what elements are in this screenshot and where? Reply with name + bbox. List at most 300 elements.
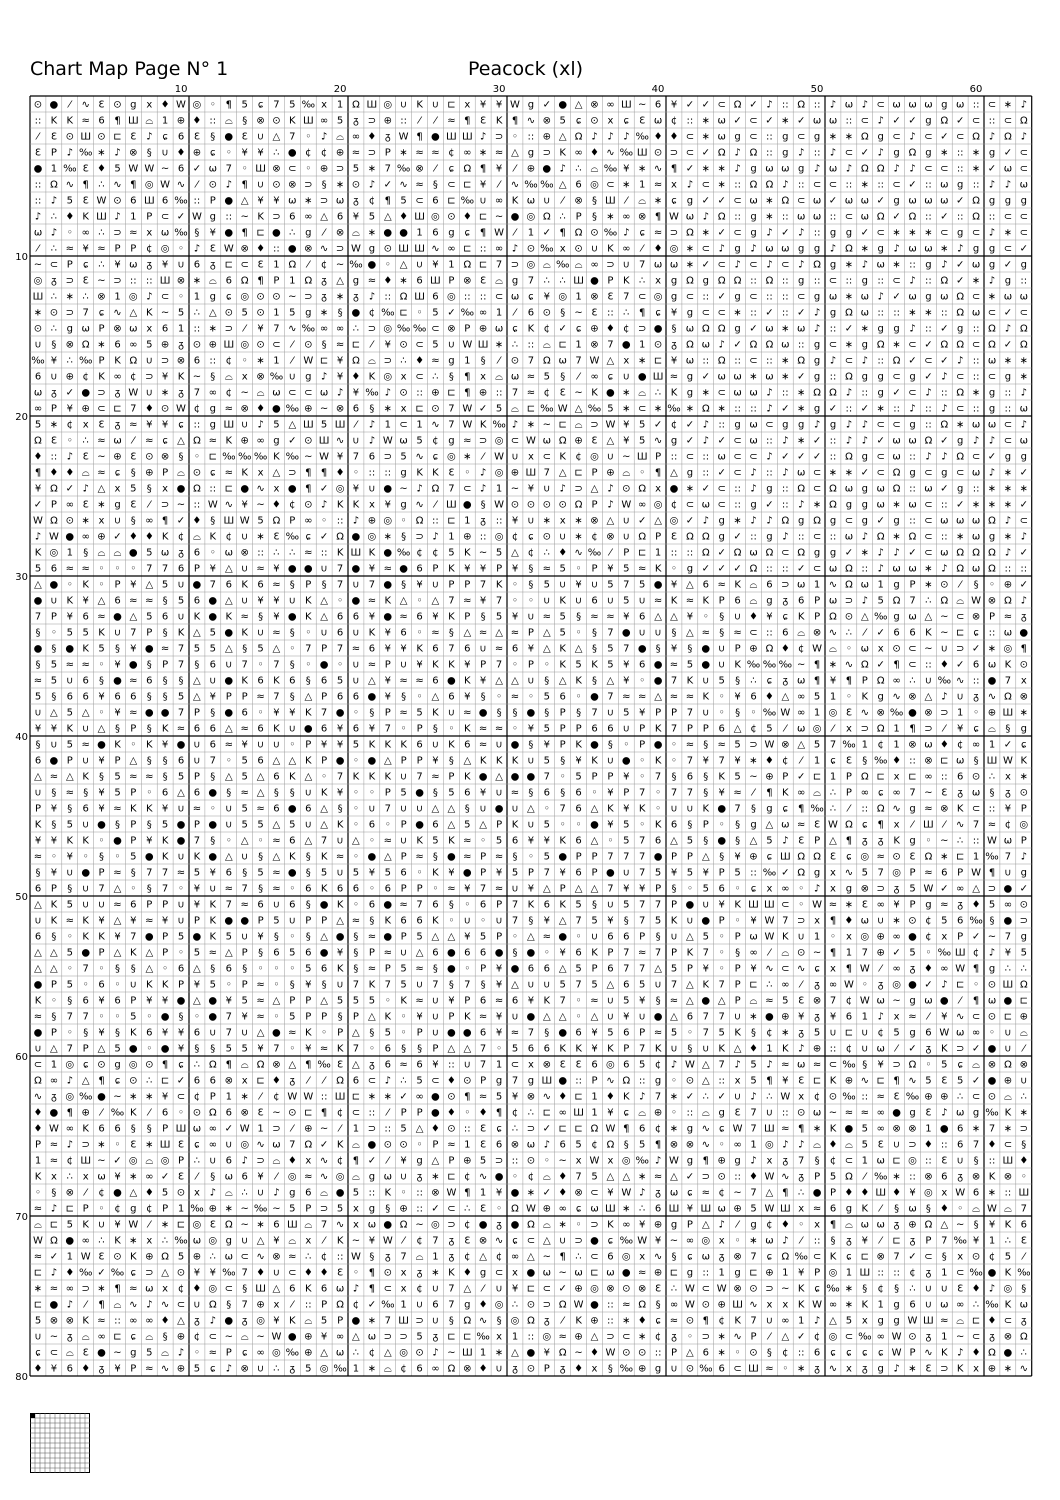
chart-cell: ✓ — [113, 1155, 122, 1167]
chart-cell: ⊗ — [924, 1171, 933, 1183]
chart-cell: ◦ — [575, 995, 582, 1007]
chart-cell: ♦ — [780, 643, 790, 655]
chart-cell: 6 — [909, 627, 916, 639]
chart-cell: ✓ — [1003, 259, 1013, 271]
chart-cell: ∞ — [208, 1139, 217, 1151]
chart-cell: 6 — [670, 819, 678, 831]
chart-cell: K — [336, 1235, 344, 1247]
chart-cell: ¥ — [416, 1011, 423, 1023]
chart-cell: 5 — [416, 931, 423, 943]
chart-cell: § — [321, 339, 327, 351]
chart-cell: § — [226, 1299, 232, 1311]
chart-cell: ɕ — [718, 1123, 725, 1135]
chart-cell: ♦ — [478, 1299, 488, 1311]
chart-cell: ᵹ — [178, 547, 184, 559]
chart-cell: ◦ — [193, 451, 200, 463]
chart-cell: 6 — [368, 819, 376, 831]
chart-cell: ɕ — [766, 851, 773, 863]
chart-cell: ⊂ — [987, 307, 997, 319]
chart-cell: ⊗ — [971, 611, 981, 623]
chart-cell: ∴ — [146, 1075, 153, 1087]
chart-cell: 6 — [177, 963, 185, 975]
chart-cell: ~ — [335, 259, 345, 271]
chart-cell: ⊏ — [749, 979, 758, 991]
chart-cell: 6 — [829, 1203, 837, 1215]
chart-cell: ɕ — [957, 1059, 963, 1071]
chart-cell: 6 — [352, 691, 360, 703]
chart-cell: ¢ — [670, 499, 678, 511]
chart-cell: ♪ — [988, 131, 996, 143]
chart-cell: ✓ — [892, 387, 901, 399]
chart-cell: ♪ — [845, 163, 853, 175]
chart-cell: g — [352, 275, 360, 287]
chart-cell: ∿ — [256, 1139, 265, 1151]
chart-cell: ✓ — [892, 947, 901, 959]
chart-cell: § — [162, 595, 168, 607]
chart-cell: ‰ — [110, 1267, 125, 1279]
chart-cell: ● — [558, 1027, 568, 1039]
chart-cell: ✓ — [876, 659, 885, 671]
chart-cell: ⊏ — [892, 1155, 901, 1167]
chart-cell: W — [33, 515, 43, 527]
chart-cell: ¢ — [1004, 819, 1012, 831]
chart-cell: ᵹ — [178, 387, 184, 399]
chart-cell: 5 — [575, 659, 582, 671]
chart-cell: ≈ — [940, 899, 949, 911]
chart-cell: ◦ — [543, 803, 550, 815]
chart-cell: 5 — [320, 419, 328, 431]
chart-cell: ¥ — [607, 1107, 614, 1119]
chart-cell: :: — [829, 211, 837, 223]
chart-cell: ⊙ — [1019, 899, 1028, 911]
chart-cell: ⊗ — [335, 227, 345, 239]
chart-cell: ¢ — [464, 1219, 471, 1231]
chart-cell: K — [511, 195, 519, 207]
chart-cell: ∗ — [781, 1027, 790, 1039]
chart-cell: P — [591, 771, 598, 783]
chart-cell: ⊗ — [971, 1171, 981, 1183]
chart-cell: △ — [654, 691, 662, 703]
chart-cell: ◦ — [305, 163, 312, 175]
chart-cell: ● — [415, 787, 424, 799]
chart-cell: ⊂ — [685, 499, 695, 511]
chart-cell: ≈ — [33, 1251, 43, 1263]
chart-cell: 5 — [495, 611, 503, 623]
chart-cell: ɕ — [846, 1347, 852, 1359]
chart-cell: ⌓ — [34, 1219, 42, 1231]
chart-cell: g — [130, 1347, 137, 1359]
chart-cell: P — [845, 787, 852, 799]
chart-cell: § — [130, 1123, 136, 1135]
chart-cell: ⁄ — [514, 163, 516, 175]
chart-cell: ✓ — [176, 211, 186, 223]
chart-cell: ɕ — [575, 115, 582, 127]
chart-cell: ⌓ — [224, 371, 233, 383]
chart-cell: ∗ — [256, 531, 265, 543]
chart-cell: Ω — [892, 595, 901, 607]
chart-cell: Ω — [717, 355, 726, 367]
chart-cell: ⊕ — [256, 1299, 265, 1311]
chart-cell: Ш — [159, 1139, 171, 1151]
chart-cell: 5 — [511, 1043, 519, 1055]
chart-cell: x — [368, 499, 375, 511]
chart-cell: ∴ — [289, 227, 296, 239]
chart-cell: W — [780, 1091, 791, 1103]
chart-cell: Ω — [781, 515, 790, 527]
chart-cell: ∞ — [447, 243, 456, 255]
chart-cell: ∞ — [129, 339, 138, 351]
chart-cell: ♪ — [66, 1075, 73, 1087]
chart-cell: § — [592, 211, 597, 223]
chart-cell: ⊃ — [860, 723, 869, 735]
chart-cell: ● — [1003, 915, 1013, 927]
chart-cell: ≈ — [828, 899, 838, 911]
chart-cell: ᵹ — [877, 979, 884, 991]
chart-cell: ∪ — [209, 675, 217, 687]
chart-cell: ⊗ — [590, 515, 599, 527]
chart-cell: P — [734, 995, 741, 1007]
chart-cell: ∪ — [34, 787, 42, 799]
chart-cell: ⊕ — [606, 467, 615, 479]
chart-cell: ¥ — [464, 931, 471, 943]
chart-cell: ⌓ — [1003, 1091, 1012, 1103]
chart-cell: 6 — [336, 627, 344, 639]
chart-cell: ¶ — [384, 195, 391, 207]
chart-cell: △ — [574, 99, 583, 111]
chart-cell: ⁄ — [37, 131, 39, 143]
chart-cell: ∪ — [241, 531, 249, 543]
chart-cell: ∪ — [606, 451, 615, 463]
chart-cell: ≈ — [415, 963, 424, 975]
chart-cell: ᵹ — [448, 1235, 455, 1247]
chart-cell: 5 — [416, 1331, 423, 1343]
chart-cell: P — [814, 611, 821, 623]
chart-cell: 6 — [686, 771, 694, 783]
chart-cell: g — [893, 579, 900, 591]
chart-cell: § — [130, 467, 136, 479]
chart-cell: ◎ — [335, 483, 345, 495]
chart-cell: ⊕ — [812, 1043, 822, 1055]
chart-cell: ∪ — [638, 1011, 646, 1023]
chart-cell: K — [241, 579, 248, 591]
chart-cell: ♦ — [415, 355, 425, 367]
chart-cell: x — [734, 1075, 741, 1087]
chart-cell: ⊙ — [113, 99, 122, 111]
chart-cell: ∪ — [590, 579, 599, 591]
chart-cell: § — [353, 963, 359, 975]
chart-cell: ⊙ — [701, 1299, 710, 1311]
chart-cell: ¥ — [114, 707, 121, 719]
chart-cell: ω — [908, 611, 917, 623]
chart-cell: P — [1020, 803, 1027, 815]
chart-cell: W — [382, 1235, 393, 1247]
chart-cell: ✓ — [781, 451, 790, 463]
chart-cell: § — [194, 659, 200, 671]
chart-cell: ω — [717, 1203, 726, 1215]
chart-cell: ⌓ — [113, 547, 122, 559]
chart-cell: ◦ — [464, 1107, 471, 1119]
chart-cell: :: — [766, 291, 773, 303]
chart-cell: 7 — [686, 707, 694, 719]
chart-cell: ◎ — [240, 1139, 250, 1151]
chart-cell: P — [607, 947, 614, 959]
chart-cell: 6 — [575, 947, 582, 959]
chart-cell: ⊂ — [971, 339, 981, 351]
chart-cell: ⊃ — [526, 1123, 536, 1135]
chart-cell: ✓ — [176, 1075, 186, 1087]
chart-cell: ≈ — [33, 1203, 43, 1215]
chart-cell: ᵹ — [814, 1011, 820, 1023]
chart-cell: ⊃ — [272, 1123, 281, 1135]
chart-cell: g — [957, 435, 964, 447]
chart-cell: ‰ — [285, 403, 300, 415]
chart-cell: ∴ — [193, 307, 201, 319]
chart-cell: ∴ — [1004, 1235, 1012, 1247]
chart-cell: W — [494, 451, 505, 463]
chart-cell: ♪ — [543, 1139, 550, 1151]
chart-cell: ⊃ — [956, 1043, 965, 1055]
chart-cell: ∪ — [638, 627, 646, 639]
chart-cell: ∗ — [701, 131, 710, 143]
chart-cell: ∴ — [766, 979, 773, 991]
chart-cell: ♪ — [766, 1059, 773, 1071]
chart-cell: 5 — [432, 339, 439, 351]
chart-cell: ◦ — [130, 883, 137, 895]
chart-cell: ¥ — [241, 147, 248, 159]
chart-cell: △ — [542, 627, 551, 639]
chart-cell: ⊏ — [113, 403, 122, 415]
chart-cell: x — [941, 931, 948, 943]
chart-cell: ♪ — [320, 131, 328, 143]
chart-cell: △ — [320, 611, 328, 623]
chart-cell: 7 — [336, 771, 344, 783]
chart-cell: ● — [176, 819, 186, 831]
chart-cell: ♪ — [941, 403, 948, 415]
chart-cell: 6 — [416, 275, 423, 287]
chart-cell: ⊙ — [304, 499, 313, 511]
chart-cell: Ω — [717, 211, 726, 223]
chart-cell: ● — [939, 1123, 949, 1135]
chart-cell: ⊂ — [1019, 147, 1028, 159]
chart-cell: ⊗ — [590, 339, 599, 351]
chart-cell: ¢ — [320, 147, 328, 159]
chart-cell: ∪ — [431, 995, 440, 1007]
chart-cell: Ω — [1019, 1331, 1028, 1343]
chart-cell: ¥ — [384, 675, 391, 687]
chart-cell: Ш — [446, 131, 457, 143]
chart-cell: ∴ — [400, 1075, 407, 1087]
chart-cell: ⌓ — [97, 547, 106, 559]
chart-cell: ⊂ — [1019, 211, 1028, 223]
chart-cell: ⊂ — [797, 131, 806, 143]
chart-cell: P — [909, 867, 916, 879]
chart-cell: ⊙ — [526, 243, 536, 255]
chart-cell: ¥ — [511, 515, 519, 527]
chart-cell: ● — [510, 739, 520, 751]
chart-cell: ∪ — [177, 851, 185, 863]
chart-cell: ♪ — [257, 419, 264, 431]
chart-cell: ● — [113, 1187, 122, 1199]
chart-cell: ⌓ — [542, 339, 551, 351]
chart-cell: ✓ — [765, 115, 774, 127]
chart-cell: :: — [956, 211, 964, 223]
chart-cell: ∿ — [892, 803, 901, 815]
chart-cell: Ш — [1002, 707, 1014, 719]
chart-cell: ∗ — [606, 211, 615, 223]
chart-cell: ‰ — [889, 707, 904, 719]
chart-cell: P — [305, 995, 312, 1007]
chart-cell: ✓ — [844, 323, 854, 335]
chart-cell: ∪ — [654, 627, 662, 639]
chart-cell: ⊕ — [192, 147, 202, 159]
chart-cell: K — [400, 739, 407, 751]
chart-cell: Ɛ — [34, 147, 42, 159]
chart-cell: § — [210, 1171, 216, 1183]
chart-cell: ✓ — [542, 1187, 551, 1199]
chart-cell: Ɛ — [273, 531, 280, 543]
chart-cell: ◦ — [289, 739, 296, 751]
chart-cell: x — [798, 1203, 805, 1215]
chart-cell: ⊗ — [526, 1091, 536, 1103]
chart-cell: Ω — [558, 1299, 567, 1311]
chart-cell: W — [239, 515, 250, 527]
chart-cell: △ — [447, 803, 456, 815]
chart-cell: K — [273, 723, 280, 735]
chart-cell: ¥ — [623, 435, 630, 447]
chart-cell: g — [972, 243, 980, 255]
chart-cell: 6 — [495, 1139, 503, 1151]
chart-cell: 5 — [639, 579, 646, 591]
chart-cell: ‰ — [540, 403, 554, 415]
chart-cell: △ — [145, 963, 154, 975]
chart-cell: x — [496, 1331, 503, 1343]
chart-cell: △ — [352, 1059, 360, 1071]
chart-cell: ✓ — [367, 1299, 377, 1311]
chart-cell: ⁄ — [434, 163, 437, 175]
chart-cell: g — [877, 323, 884, 335]
chart-cell: ⊕ — [304, 403, 313, 415]
chart-cell: K — [464, 547, 471, 559]
chart-cell: § — [735, 819, 741, 831]
chart-cell: W — [462, 403, 473, 415]
chart-cell: ● — [685, 899, 695, 911]
chart-cell: P — [130, 819, 137, 831]
chart-cell: ⊙ — [145, 451, 154, 463]
chart-cell: ♪ — [782, 835, 789, 847]
chart-cell: ⊕ — [876, 947, 885, 959]
chart-cell: ω — [956, 1027, 965, 1039]
chart-cell: 1 — [495, 483, 503, 495]
chart-cell: § — [576, 707, 582, 719]
chart-cell: :: — [972, 483, 980, 495]
chart-cell: ◦ — [973, 707, 980, 719]
chart-cell: Ω — [956, 291, 965, 303]
chart-cell: ∪ — [686, 915, 694, 927]
chart-cell: ♦ — [637, 1315, 647, 1327]
chart-cell: ∗ — [717, 179, 726, 191]
chart-cell: Ω — [845, 579, 853, 591]
chart-cell: ⊃ — [145, 371, 154, 383]
chart-cell: ∿ — [908, 1075, 917, 1087]
chart-cell: ⊏ — [256, 1075, 265, 1087]
chart-cell: K — [479, 419, 487, 431]
chart-cell: ⊂ — [749, 115, 758, 127]
chart-cell: 7 — [193, 835, 201, 847]
chart-cell: △ — [590, 883, 599, 895]
chart-cell: § — [35, 867, 41, 879]
chart-cell: P — [34, 803, 42, 815]
chart-cell: Ω — [288, 259, 297, 271]
chart-cell: 6 — [146, 1027, 153, 1039]
chart-cell: P — [162, 467, 169, 479]
chart-cell: ∗ — [971, 387, 981, 399]
chart-cell: ∞ — [510, 1251, 520, 1263]
chart-cell: △ — [765, 819, 774, 831]
chart-cell: △ — [224, 563, 233, 575]
chart-cell: ω — [860, 643, 869, 655]
chart-cell: Ω — [1019, 979, 1028, 991]
chart-cell: ≈ — [65, 243, 74, 255]
chart-cell: ◦ — [655, 787, 662, 799]
chart-cell: ‰ — [794, 1251, 808, 1263]
chart-cell: :: — [479, 291, 487, 303]
chart-cell: g — [909, 467, 916, 479]
chart-cell: ‰ — [587, 547, 602, 559]
chart-cell: ∪ — [511, 1011, 519, 1023]
chart-cell: ♪ — [50, 1267, 58, 1279]
chart-cell: ∪ — [288, 723, 296, 735]
chart-cell: § — [321, 179, 327, 191]
chart-cell: 7 — [448, 595, 455, 607]
chart-cell: ɕ — [1021, 739, 1027, 751]
chart-cell: ♪ — [845, 419, 853, 431]
chart-cell: K — [225, 611, 233, 623]
chart-cell: g — [957, 227, 964, 239]
chart-cell: :: — [511, 1155, 519, 1167]
chart-cell: ⊕ — [383, 115, 392, 127]
chart-cell: 5 — [607, 579, 614, 591]
chart-cell: ~ — [160, 307, 170, 319]
chart-cell: Ω — [972, 131, 980, 143]
chart-cell: § — [305, 867, 311, 879]
chart-cell: g — [750, 163, 757, 175]
chart-cell: ♦ — [144, 403, 154, 415]
chart-cell: ¥ — [495, 867, 503, 879]
chart-cell: ◎ — [383, 99, 393, 111]
chart-cell: W — [859, 963, 870, 975]
chart-cell: K — [829, 1075, 837, 1087]
chart-cell: ∪ — [177, 899, 185, 911]
chart-cell: ∞ — [781, 979, 790, 991]
chart-cell: K — [988, 1171, 996, 1183]
chart-cell: ⊙ — [463, 1075, 472, 1087]
chart-cell: 6 — [34, 371, 42, 383]
chart-cell: ⊕ — [749, 851, 758, 863]
chart-cell: ✓ — [717, 563, 726, 575]
chart-cell: ⊂ — [844, 515, 854, 527]
chart-cell: 5 — [559, 611, 566, 623]
chart-cell: :: — [654, 1347, 662, 1359]
chart-cell: g — [988, 403, 996, 415]
chart-cell: ¥ — [209, 227, 216, 239]
chart-cell: ¥ — [146, 419, 153, 431]
chart-cell: ♪ — [702, 435, 709, 447]
chart-cell: ◦ — [718, 931, 725, 943]
chart-cell: ♪ — [320, 499, 328, 511]
chart-cell: ∴ — [988, 771, 996, 783]
chart-cell: 5 — [34, 1315, 42, 1327]
chart-cell: ● — [208, 595, 218, 607]
